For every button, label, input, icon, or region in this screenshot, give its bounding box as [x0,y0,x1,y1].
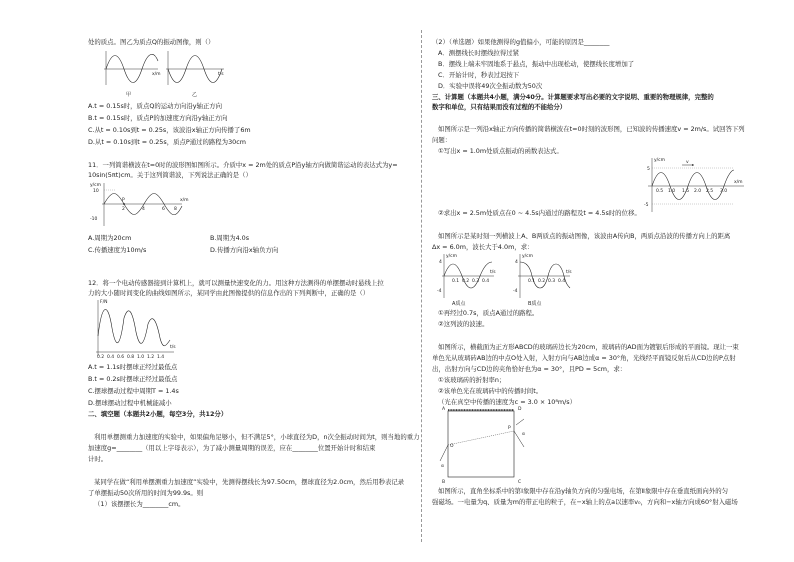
q15-x-tick-0.5: 0.5 [656,189,664,194]
q12-text-line2: 力的大小随时间变化的曲线如图所示，某同学由此图像提供的信息作出的下列判断中，正确的是（） [88,289,370,297]
q17-label-alpha-in: α [441,464,444,469]
q11-x-tick-6: 6 [162,207,165,212]
q17-label-d: D [518,407,522,412]
q11-x-tick-8: 8 [174,207,177,212]
q18-text-line1: 如图所示，直角坐标系中的第Ⅰ象限中存在沿y轴负方向的匀强电场，在第Ⅱ象限中存在垂直纸面向外的匀 [438,487,728,495]
q11-wave-figure [88,180,188,228]
q16-b-tick-0.3: 0.3 [548,279,556,284]
q14-text-line2: 了单摆振动50次所用的时间为99.9s。则 [88,489,204,497]
q16-b-tick-0.2: 0.2 [538,279,546,284]
q12-option-b: B.t = 0.2s时摆球正经过最低点 [88,375,178,383]
q15-x-axis-label: x/m [734,180,743,185]
q10-jia-x-axis-label: x/m [152,72,161,77]
q17-label-a: A [442,407,446,412]
q12-x-tick-0.6: 0.6 [117,355,125,360]
q11-y-max: 10 [93,189,99,194]
q16-a-tick-0.2: 0.2 [462,279,470,284]
q17-text-line2: 单色光从玻璃砖AB边的中点O处入射，入射方向与AB边成α = 30°角，光线经平面镜反射后从CD边的P点射 [432,354,736,362]
q14-option-b: B．摆线上端未牢固地系于悬点，振动中出现松动，使摆线长度增加了 [438,60,635,68]
q11-x-tick-4: 4 [142,207,145,212]
q12-x-tick-1.4: 1.4 [157,355,165,360]
q15-x-tick-3.0: 3.0 [720,189,728,194]
q14-sub2: （2）（单选题）如果他测得的g值偏小，可能的原因是________ [432,38,610,46]
q17-text-line1: 如图所示，横截面为正方形ABCD的玻璃砖边长为20cm，玻璃砖的AD面为镀银后形成的平面镜。现让一束 [438,343,739,351]
q16-sub1: ①再经过0.7s，质点A通过的路程。 [438,309,539,317]
q12-x-tick-0.4: 0.4 [107,355,115,360]
q17-sub1: ①该玻璃砖的折射率n； [438,376,506,384]
q17-sub2: ②该单色光在玻璃砖中的传播时间t。 [438,387,543,395]
q11-point-p: P [122,198,125,203]
q16-b-t-axis-label: t/s [566,270,572,275]
q13-text-line3: 计时。 [88,455,108,463]
q17-label-alpha-out: α [522,432,525,437]
q16-a-tick-0.1: 0.1 [452,279,460,284]
q12-x-tick-1.2: 1.2 [147,355,155,360]
q18-text-line2: 强磁场。一电量为q、质量为m的带正电的粒子，在−x轴上的点a以速率v₀，方向和−x轴方向成60°射入磁场 [432,498,738,506]
q12-y-axis-label: F/N [100,300,108,305]
q15-x-tick-1.0: 1.0 [668,189,676,194]
column-divider [421,30,422,542]
q11-x-tick-2: 2 [122,207,125,212]
section3-title-line1: 三、计算题（本题共4小题，满分40分。计算题要求写出必要的文字说明、重要的物理规律，完整的 [432,93,714,101]
q16-a-y-axis-label: y/cm [446,254,458,259]
q17-prism-figure [436,405,536,485]
q16-label-b: B质点 [528,301,542,307]
q15-text-line2: 问题： [432,136,452,144]
q12-x-tick-1.0: 1.0 [137,355,145,360]
section3-title-line2: 数字和单位，只有结果而没有过程的不能给分） [432,103,567,111]
q16-text-line2: Δx = 6.0m，波长大于4.0m，求： [432,243,534,251]
q15-y-max: 5 [647,167,650,172]
q16-a-vibration-figure [436,252,498,302]
q16-a-tick-0.3: 0.3 [472,279,480,284]
q14-option-d: D．实验中误将49次全振动数为50次 [438,82,543,90]
q12-option-d: D.摆球摆动过程中机械能减小 [88,399,172,407]
q16-b-tick-0.1: 0.1 [528,279,536,284]
q17-label-b: B [442,480,446,485]
q17-sub3: （光在真空中传播的速度为c = 3.0 × 10⁸m/s） [438,398,576,406]
q16-b-vibration-figure [512,252,574,302]
q16-b-y-min: -4 [513,289,518,294]
q11-y-min: -10 [90,217,98,222]
q10-option-b: B.t = 0.15s时，质点P的加速度方向沿y轴正方向 [88,114,228,122]
q15-velocity-label: v [686,160,689,165]
q15-x-tick-2.5: 2.5 [706,189,714,194]
q17-label-c: C [518,480,522,485]
q17-label-o: O [450,444,454,449]
q16-b-tick-0.4: 0.4 [558,279,566,284]
q17-label-p: P [508,426,511,431]
section2-title: 二、填空题（本题共2小题，每空3分，共12分） [88,410,228,418]
q16-text-line1: 如图所示是某时刻一列横波上A、B两质点的振动图像，该波由A传向B，两质点沿波的传播方向上的距离 [438,232,731,240]
q10-fig-yi-caption: 乙 [192,92,198,98]
q15-x-tick-1.5: 1.5 [682,189,690,194]
q16-a-t-axis-label: t/s [490,270,496,275]
q10-yi-x-axis-label: t/s [218,72,224,77]
q10-figure-yi [164,49,228,89]
q12-x-axis-label: t/s [170,345,176,350]
q10-option-a: A.t = 0.15s时，质点Q的运动方向沿y轴正方向 [88,102,223,110]
q16-a-y-min: -4 [437,289,442,294]
q16-label-a: A质点 [452,301,466,307]
q13-text-line1: 利用单摆测重力加速度的实验中，如果偏角足够小，但不满足5°，小球直径为D，n次全振动时间为t，则当地的重力 [94,433,420,441]
q12-x-tick-0.8: 0.8 [127,355,135,360]
q11-option-b: B.周期为4.0s [210,234,250,242]
q14-option-a: A．测摆线长时摆线拉得过紧 [438,49,520,57]
q15-wave-figure [642,156,748,214]
q10-figure-jia [102,49,162,89]
q13-text-line2: 加速度g=________（用以上字母表示），为了减小测量周期的误差，应在________位置开始计时和结束 [88,444,376,452]
q15-x-tick-2.0: 2.0 [694,189,702,194]
q16-a-tick-0.4: 0.4 [482,279,490,284]
q12-text-line1: 12．将一个电动传感器接到计算机上，就可以测量快速变化的力。用这种方法测得的单摆摆动时悬线上拉 [88,279,384,287]
q15-sub2: ②求出x = 2.5m处质点在0 ~ 4.5s内通过的路程及t = 4.5s时的位移。 [438,209,641,217]
q15-y-axis-label: y/cm [654,158,666,163]
q10-intro: 处的质点。图乙为质点Q的振动图像，则（） [88,38,215,46]
q11-text-line2: 10sin(5πt)cm。关于这列简谐波，下列说法正确的是（） [88,171,252,179]
q11-option-d: D.传播方向沿x轴负方向 [210,246,279,254]
q14-sub1: （1）该摆摆长为________cm。 [94,500,185,508]
q10-option-c: C.从t = 0.10s到t = 0.25s，该波沿x轴正方向传播了6m [88,126,251,134]
q12-force-figure [90,298,180,360]
q16-sub2: ②这列波的波速。 [438,320,489,328]
q14-option-c: C．开始计时，秒表过迟按下 [438,71,520,79]
q11-text-line1: 11．一列简谐横波在t=0时的波形图如图所示。介质中x = 2m处的质点P沿y轴方向做简谐运动的表达式为y= [88,161,398,169]
q15-y-min: -5 [644,203,649,208]
q11-option-a: A.周期为20cm [88,234,132,242]
q11-option-c: C.传播速度为10m/s [88,246,147,254]
q12-option-a: A.t = 1.1s时摆球正经过最低点 [88,363,178,371]
q14-text-line1: 某同学在做“利用单摆测重力加速度”实验中，先测得摆线长为97.50cm，摆球直径为2.0cm，然后用秒表记录 [94,478,405,486]
q15-text-line1: 如图所示是一列沿x轴正方向传播的简谐横波在t=0时刻的波形图，已知波的传播速度v = 2m/s。试回答下列 [438,125,745,133]
q16-b-y-axis-label: y/cm [522,254,534,259]
q16-a-y-max: 4 [439,260,442,265]
q11-y-axis-label: y/cm [90,183,102,188]
q17-text-line3: 出，出射方向与CD边的夹角恰好也为α = 30°，且PD = 5cm，求： [432,365,627,373]
q16-b-y-max: 4 [515,260,518,265]
q15-sub1: ①写出x = 1.0m处质点振动的函数表达式。 [438,147,563,155]
q12-option-c: C.摆球摆动过程中周期T = 1.4s [88,387,179,395]
q10-fig-jia-caption: 甲 [126,92,132,98]
q11-x-axis-label: x/m [180,198,189,203]
q10-option-d: D.从t = 0.10s到t = 0.25s，质点P通过的路程为30cm [88,138,246,146]
q12-x-tick-0.2: 0.2 [97,355,105,360]
